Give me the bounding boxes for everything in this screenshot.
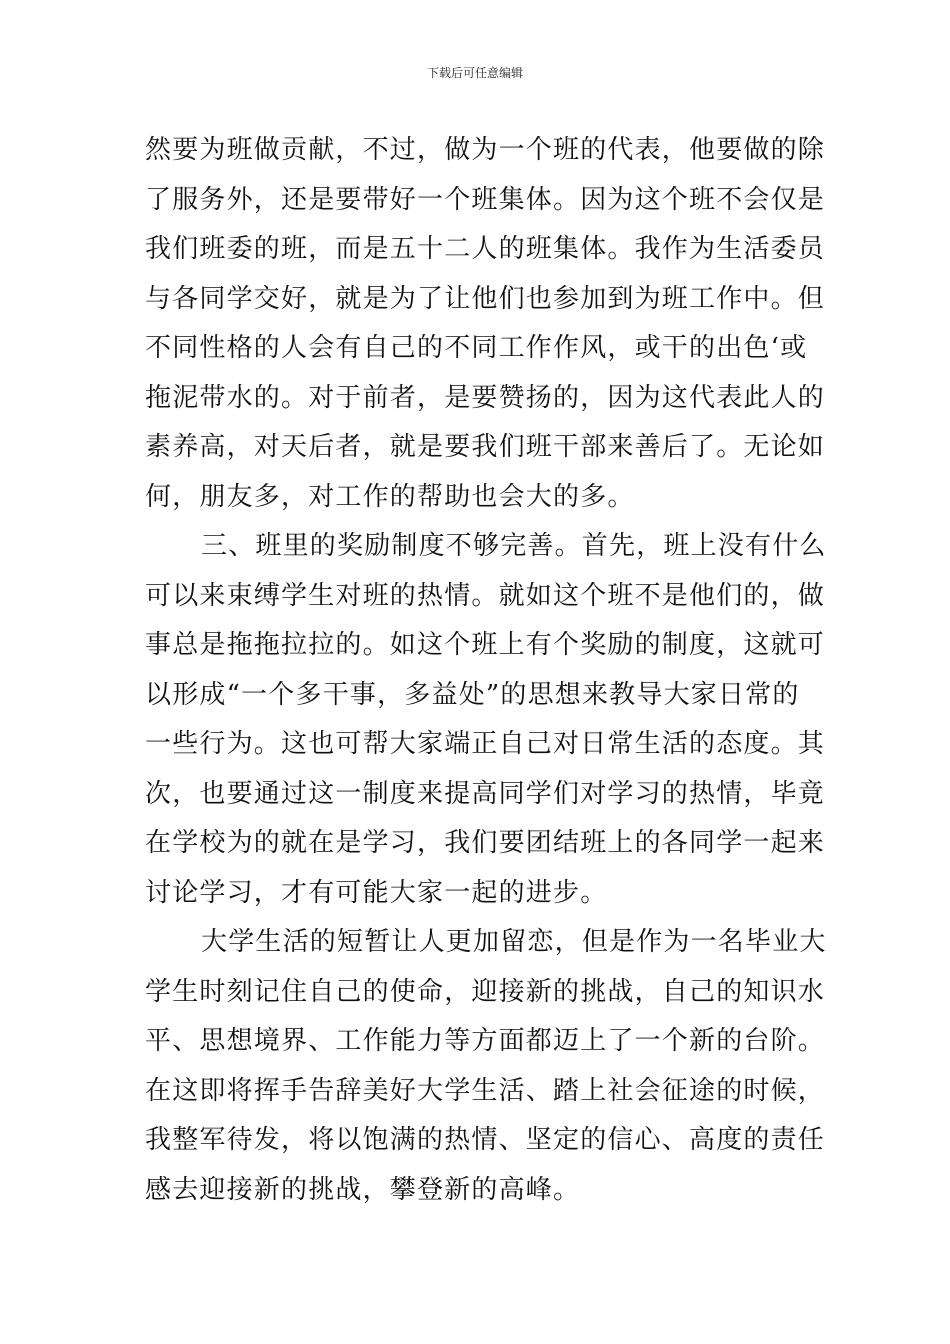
text-line: 平、思想境界、工作能力等方面都迈上了一个新的台阶。: [145, 1026, 826, 1056]
text-line: 感去迎接新的挑战，攀登新的高峰。: [145, 1174, 581, 1205]
text-line: 与各同学交好，就是为了让他们也参加到为班工作中。但: [145, 283, 826, 314]
paragraph-first-line: 大学生活的短暂让人更加留恋，但是作为一名毕业大: [201, 927, 827, 957]
text-line: 然要为班做贡献，不过，做为一个班的代表，他要做的除: [145, 135, 826, 165]
text-line: 次，也要通过这一制度来提高同学们对学习的热情，毕竟: [145, 778, 826, 809]
text-line: 以形成“一个多干事，多益处”的思想来教导大家日常的: [145, 679, 800, 710]
text-line: 学生时刻记住自己的使命，迎接新的挑战，自己的知识水: [145, 976, 826, 1007]
text-line: 在这即将挥手告辞美好大学生活、踏上社会征途的时候，: [145, 1075, 826, 1106]
text-line: 素养高，对天后者，就是要我们班干部来善后了。无论如: [145, 432, 826, 462]
page-header-note: 下载后可任意编辑: [426, 66, 523, 80]
text-line: 事总是拖拖拉拉的。如这个班上有个奖励的制度，这就可: [145, 630, 826, 660]
text-line: 一些行为。这也可帮大家端正自己对日常生活的态度。其: [145, 729, 826, 759]
text-line: 在学校为的就在是学习，我们要团结班上的各同学一起来: [145, 828, 826, 858]
text-line: 了服务外，还是要带好一个班集体。因为这个班不会仅是: [145, 184, 826, 215]
text-line: 不同性格的人会有自己的不同工作作风，或干的出色‘或: [145, 333, 808, 363]
text-line: 我整军待发，将以饱满的热情、坚定的信心、高度的责任: [145, 1125, 826, 1155]
paragraph-first-line: 三、班里的奖励制度不够完善。首先，班上没有什么: [201, 531, 827, 561]
text-line: 何，朋友多，对工作的帮助也会大的多。: [145, 481, 635, 512]
text-line: 可以来束缚学生对班的热情。就如这个班不是他们的，做: [145, 580, 826, 611]
text-line: 我们班委的班，而是五十二人的班集体。我作为生活委员: [145, 234, 826, 264]
document-body: [145, 126, 825, 1215]
text-line: 拖泥带水的。对于前者，是要赞扬的，因为这代表此人的: [145, 382, 826, 413]
text-line: 讨论学习，才有可能大家一起的进步。: [145, 877, 608, 908]
